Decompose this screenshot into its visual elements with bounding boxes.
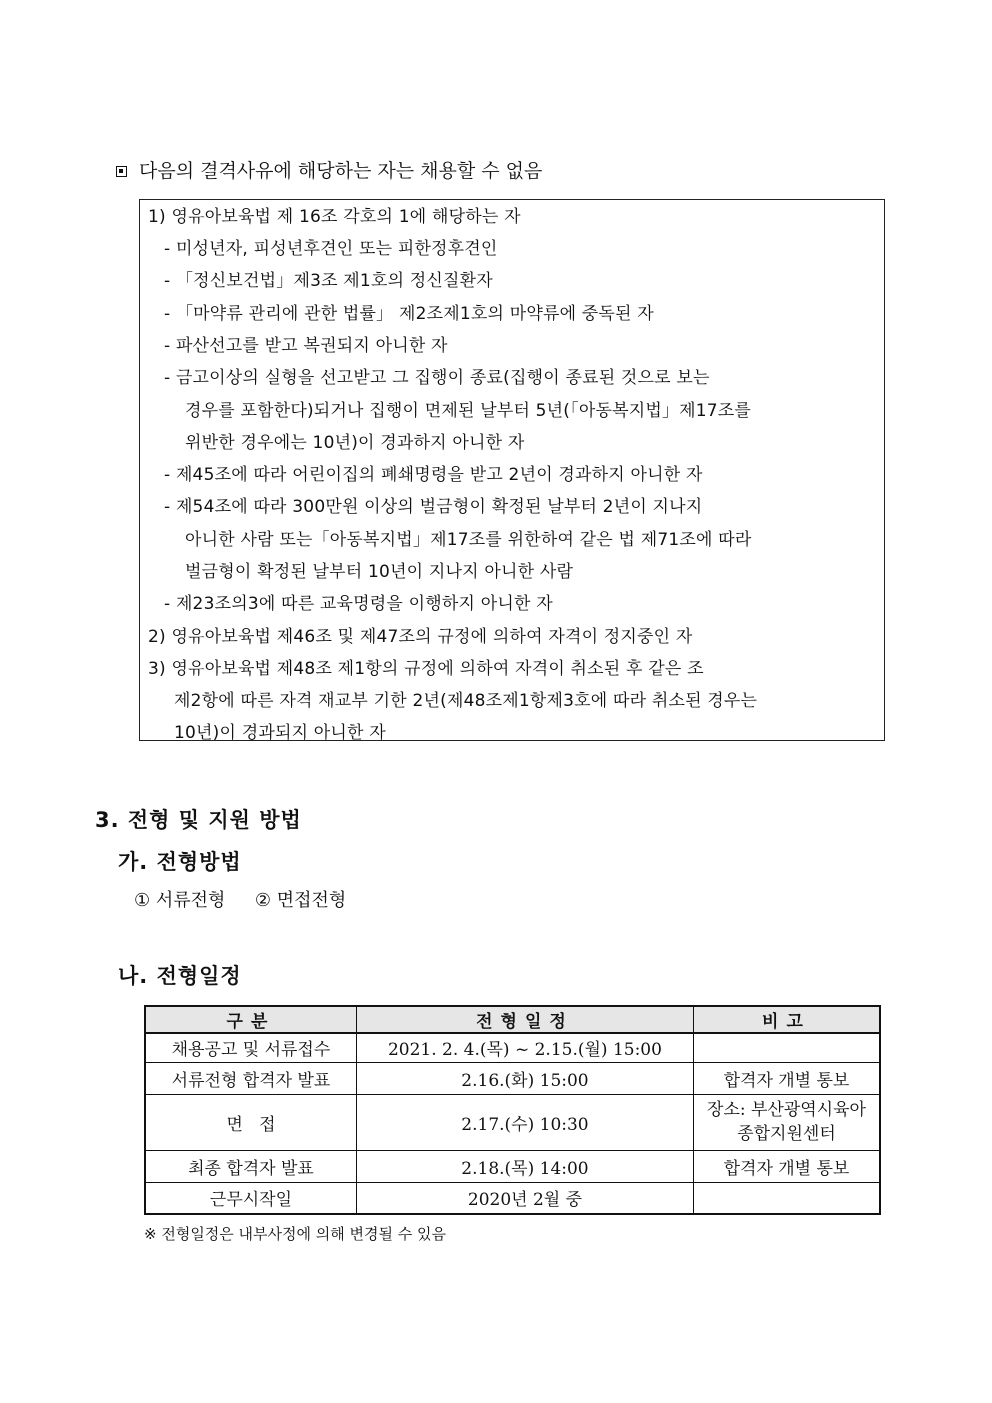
table-row	[145, 1150, 880, 1182]
column-header-schedule: 전형일정	[356, 1006, 693, 1033]
section-title: 3. 전형 및 지원 방법	[95, 808, 302, 832]
table-cell	[693, 1182, 880, 1214]
table-cell: 최종 합격자 발표	[145, 1150, 356, 1182]
list-item: - 제45조에 따라 어린이집의 폐쇄명령을 받고 2년이 경과하지 아니한 자	[164, 465, 703, 485]
list-item: - 「정신보건법」제3조 제1호의 정신질환자	[164, 271, 493, 291]
table-header-row	[145, 1006, 880, 1033]
list-item: 제2항에 따른 자격 재교부 기한 2년(제48조제1항제3호에 따라 취소된 경우는	[174, 691, 758, 711]
list-item: 경우를 포함한다)되거나 집행이 면제된 날부터 5년(「아동복지법」제17조를	[185, 401, 752, 421]
list-item: - 「마약류 관리에 관한 법률」 제2조제1호의 마약류에 중독된 자	[164, 304, 654, 324]
list-item: 벌금형이 확정된 날부터 10년이 지나지 아니한 사람	[185, 562, 574, 582]
disqualification-heading-text: 다음의 결격사유에 해당하는 자는 채용할 수 없음	[139, 160, 543, 182]
table-cell: 서류전형 합격자 발표	[145, 1062, 356, 1094]
subsection-title-b: 나. 전형일정	[118, 964, 242, 988]
schedule-note: ※ 전형일정은 내부사정에 의해 변경될 수 있음	[144, 1225, 446, 1243]
list-item: 아니한 사람 또는「아동복지법」제17조를 위한하여 같은 법 제71조에 따라	[185, 530, 752, 550]
list-item: 3) 영유아보육법 제48조 제1항의 규정에 의하여 자격이 취소된 후 같은 조	[148, 659, 704, 679]
list-item: 10년)이 경과되지 아니한 자	[174, 723, 386, 743]
list-item: - 제23조의3에 따른 교육명령을 이행하지 아니한 자	[164, 594, 553, 614]
table-row	[145, 1182, 880, 1214]
disqualification-heading	[116, 156, 542, 183]
table-cell: 2.18.(목) 14:00	[356, 1150, 693, 1182]
table-cell: 채용공고 및 서류접수	[145, 1033, 356, 1062]
list-item: 1) 영유아보육법 제 16조 각호의 1에 해당하는 자	[148, 207, 521, 227]
schedule-table	[144, 1005, 881, 1215]
table-row	[145, 1094, 880, 1150]
list-item: - 파산선고를 받고 복권되지 아니한 자	[164, 336, 448, 356]
table-cell: 합격자 개별 통보	[693, 1062, 880, 1094]
table-cell: 장소: 부산광역시육아 종합지원센터	[693, 1094, 880, 1150]
subsection-title-a: 가. 전형방법	[118, 850, 242, 874]
column-header-remarks: 비고	[693, 1006, 880, 1033]
table-row	[145, 1062, 880, 1094]
list-item: 위반한 경우에는 10년)이 경과하지 아니한 자	[185, 433, 525, 453]
method-document-screening: ① 서류전형	[134, 890, 226, 911]
table-cell	[693, 1033, 880, 1062]
table-cell: 2021. 2. 4.(목) ~ 2.15.(월) 15:00	[356, 1033, 693, 1062]
column-header-category: 구분	[145, 1006, 356, 1033]
list-item: 2) 영유아보육법 제46조 및 제47조의 규정에 의하여 자격이 정지중인 자	[148, 627, 693, 647]
method-interview: ② 면접전형	[254, 890, 347, 911]
table-cell: 합격자 개별 통보	[693, 1150, 880, 1182]
list-item: - 미성년자, 피성년후견인 또는 피한정후견인	[164, 239, 498, 259]
table-cell: 근무시작일	[145, 1182, 356, 1214]
table-cell: 2.17.(수) 10:30	[356, 1094, 693, 1150]
square-bullet-icon	[116, 166, 127, 177]
table-cell: 2.16.(화) 15:00	[356, 1062, 693, 1094]
table-row	[145, 1033, 880, 1062]
selection-methods	[134, 886, 346, 912]
disqualification-box	[139, 199, 885, 741]
list-item: - 금고이상의 실형을 선고받고 그 집행이 종료(집행이 종료된 것으로 보는	[164, 368, 710, 388]
table-cell: 2020년 2월 중	[356, 1182, 693, 1214]
list-item: - 제54조에 따라 300만원 이상의 벌금형이 확정된 날부터 2년이 지나지	[164, 497, 703, 517]
table-cell: 면 접	[145, 1094, 356, 1150]
